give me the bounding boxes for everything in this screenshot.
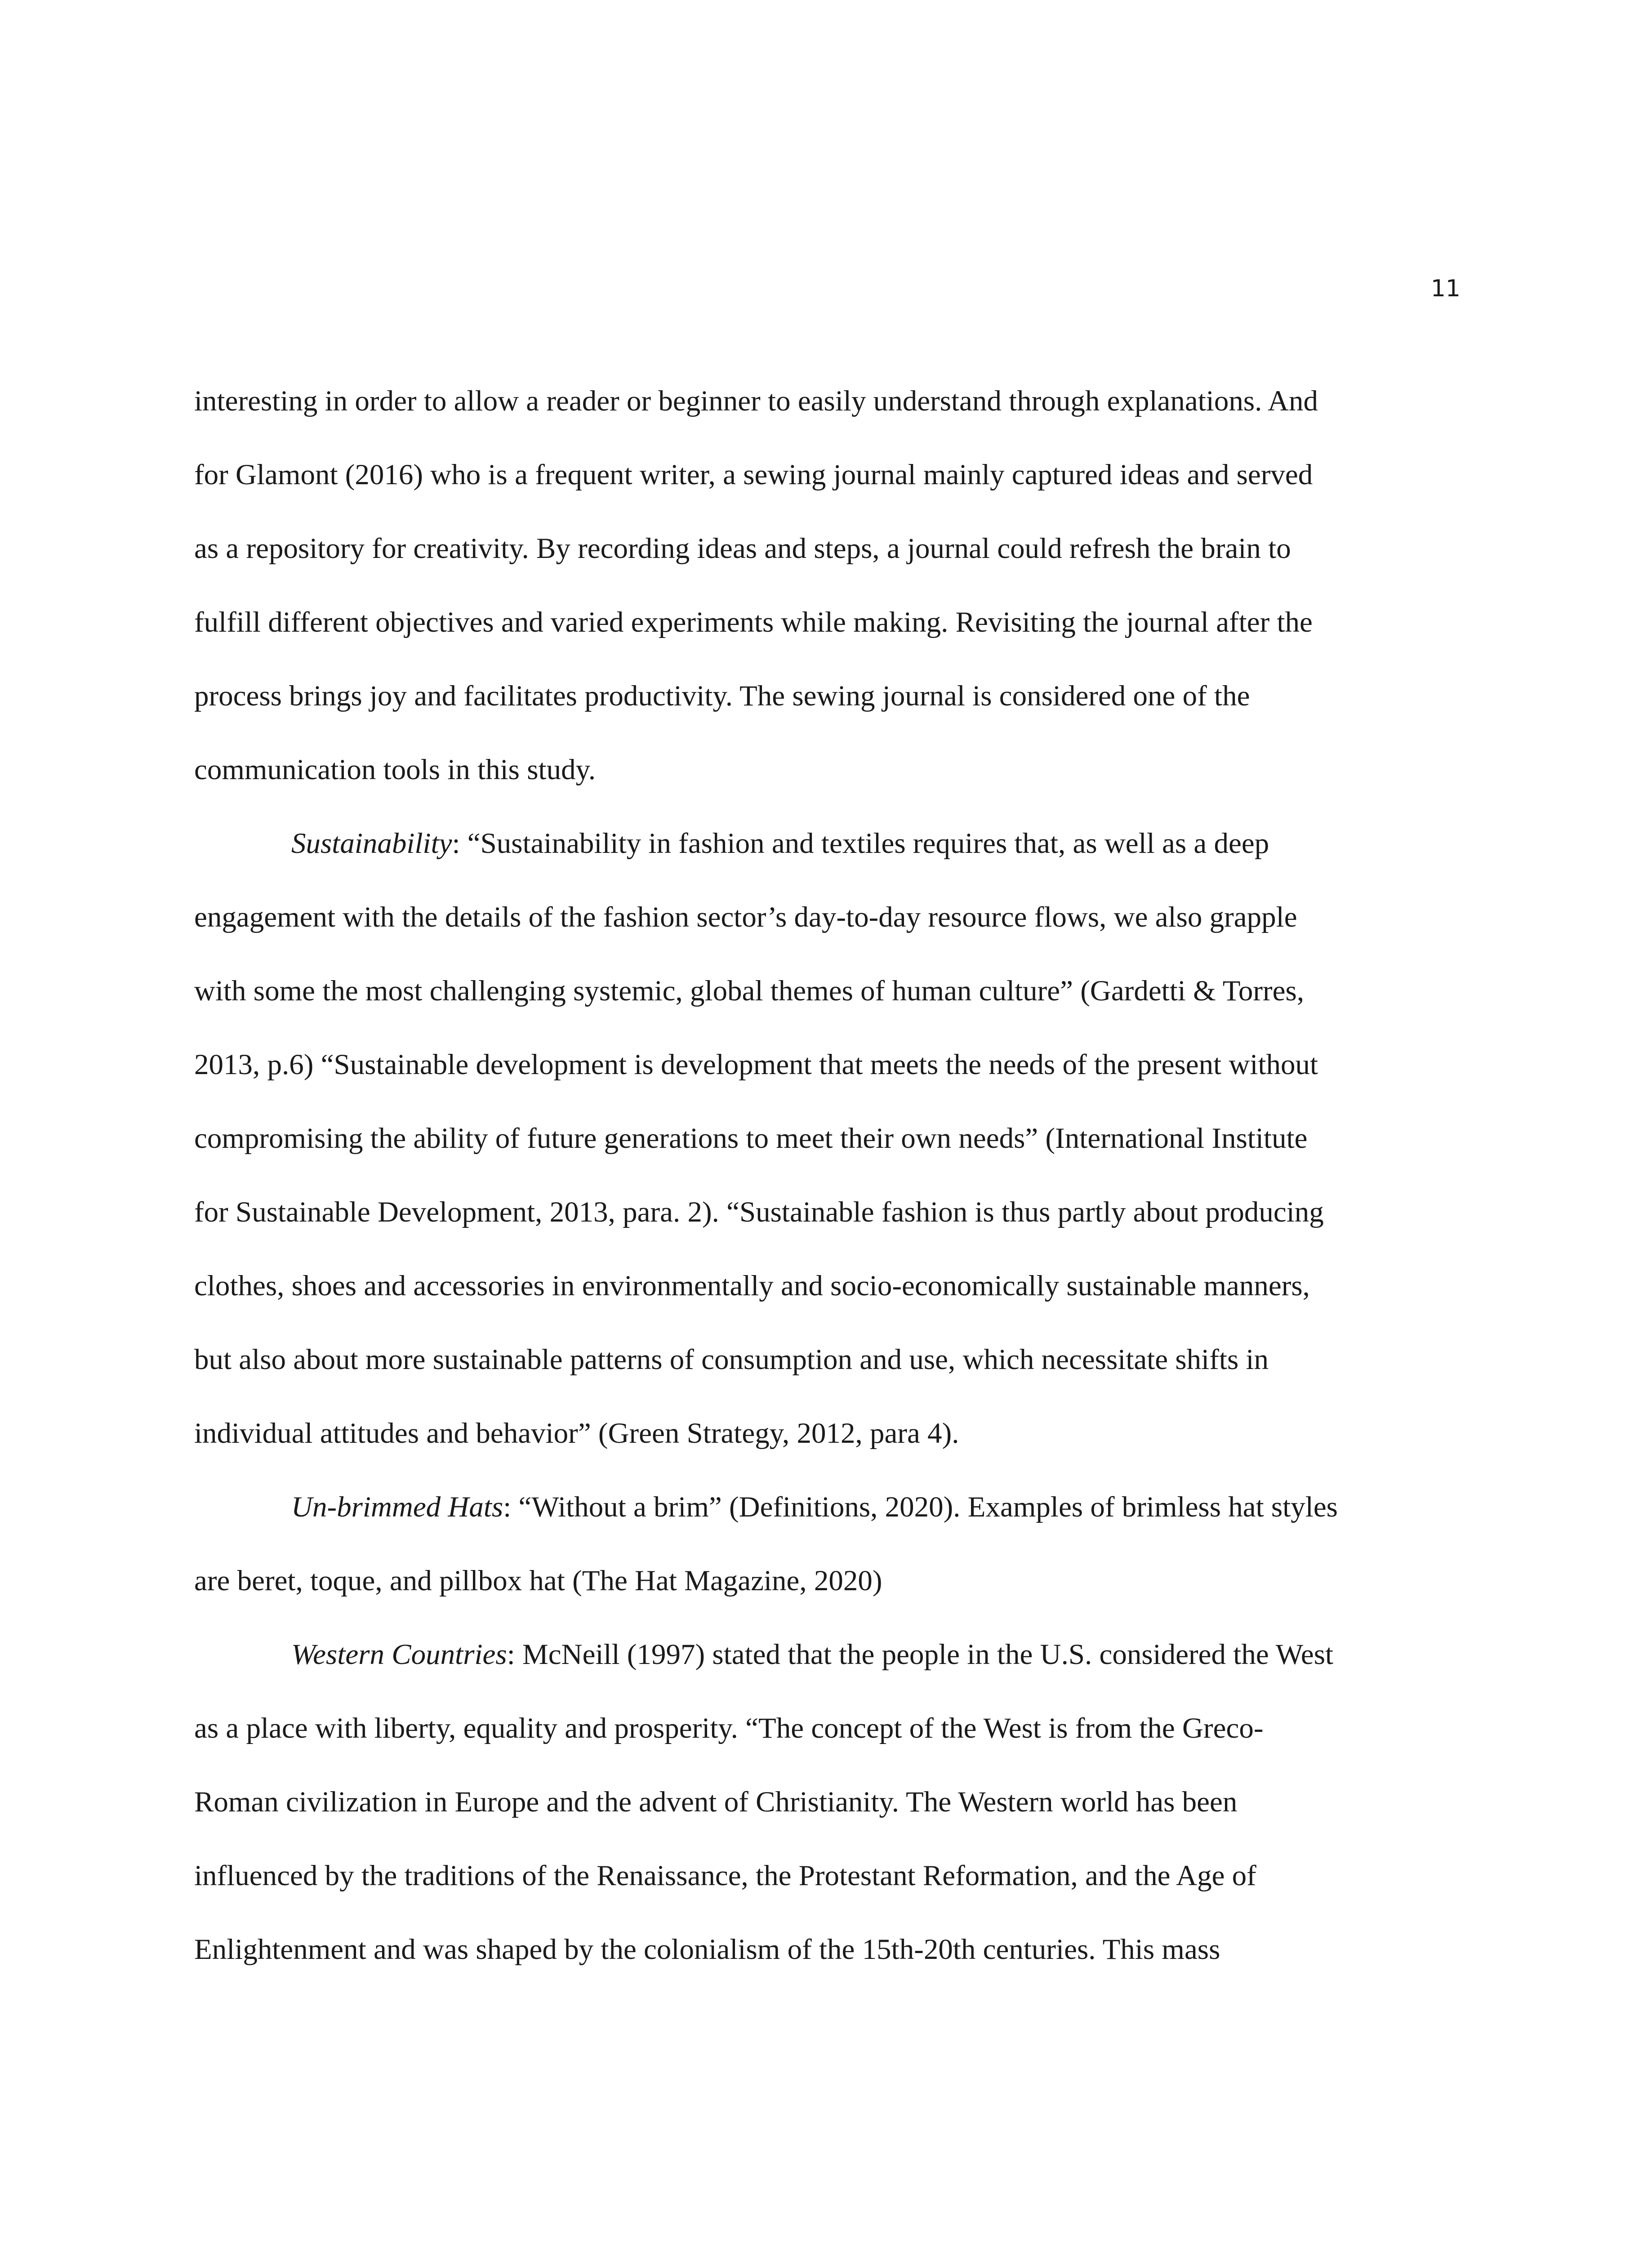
text-line: fulfill different objectives and varied experiments while making. Revisiting the journal after the <box>194 606 1313 638</box>
text-line: 2013, p.6) “Sustainable development is development that meets the needs of the present without <box>194 1048 1318 1081</box>
text-line: influenced by the traditions of the Renaissance, the Protestant Reformation, and the Age of <box>194 1860 1256 1892</box>
text-line: individual attitudes and behavior” (Green Strategy, 2012, para 4). <box>194 1417 959 1450</box>
first-line <box>194 807 1453 880</box>
text-line: Enlightenment and was shaped by the colonialism of the 15th-20th centuries. This mass <box>194 1933 1220 1966</box>
first-line <box>194 1470 1453 1544</box>
definition-text: : McNeill (1997) stated that the people in the U.S. considered the West <box>507 1638 1334 1671</box>
first-line <box>194 1618 1453 1691</box>
definition-text: : “Sustainability in fashion and textiles requires that, as well as a deep <box>452 827 1269 860</box>
text-line: interesting in order to allow a reader or beginner to easily understand through explanations. And <box>194 385 1318 417</box>
text-line: for Glamont (2016) who is a frequent writer, a sewing journal mainly captured ideas and served <box>194 459 1313 491</box>
text-line: with some the most challenging systemic, global themes of human culture” (Gardetti & Torres, <box>194 975 1305 1007</box>
page-number: 11 <box>1430 275 1461 302</box>
text-line: process brings joy and facilitates productivity. The sewing journal is considered one of the <box>194 680 1250 712</box>
text-line: compromising the ability of future generations to meet their own needs” (International Institute <box>194 1122 1308 1155</box>
paragraph-unbrimmed-hats <box>194 1470 1453 1618</box>
text-line: but also about more sustainable patterns of consumption and use, which necessitate shifts in <box>194 1343 1269 1376</box>
definition-text: : “Without a brim” (Definitions, 2020). Examples of brimless hat styles <box>503 1491 1338 1523</box>
text-line: as a repository for creativity. By recording ideas and steps, a journal could refresh the brain to <box>194 532 1291 565</box>
text-line: are beret, toque, and pillbox hat (The Hat Magazine, 2020) <box>194 1565 882 1597</box>
defined-term: Western Countries <box>291 1638 507 1671</box>
body-text <box>194 364 1453 1986</box>
defined-term: Sustainability <box>291 827 452 860</box>
text-line: engagement with the details of the fashion sector’s day-to-day resource flows, we also grapple <box>194 901 1297 933</box>
defined-term: Un-brimmed Hats <box>291 1491 503 1523</box>
text-line: as a place with liberty, equality and prosperity. “The concept of the West is from the Greco- <box>194 1712 1264 1744</box>
text-line: communication tools in this study. <box>194 754 596 786</box>
paragraph-western-countries <box>194 1618 1453 1986</box>
text-line: for Sustainable Development, 2013, para. 2). “Sustainable fashion is thus partly about producing <box>194 1196 1324 1228</box>
paragraph-continuation <box>194 364 1453 807</box>
text-line: clothes, shoes and accessories in environmentally and socio-economically sustainable manners, <box>194 1270 1310 1302</box>
paragraph-sustainability <box>194 807 1453 1470</box>
text-line: Roman civilization in Europe and the advent of Christianity. The Western world has been <box>194 1786 1238 1818</box>
